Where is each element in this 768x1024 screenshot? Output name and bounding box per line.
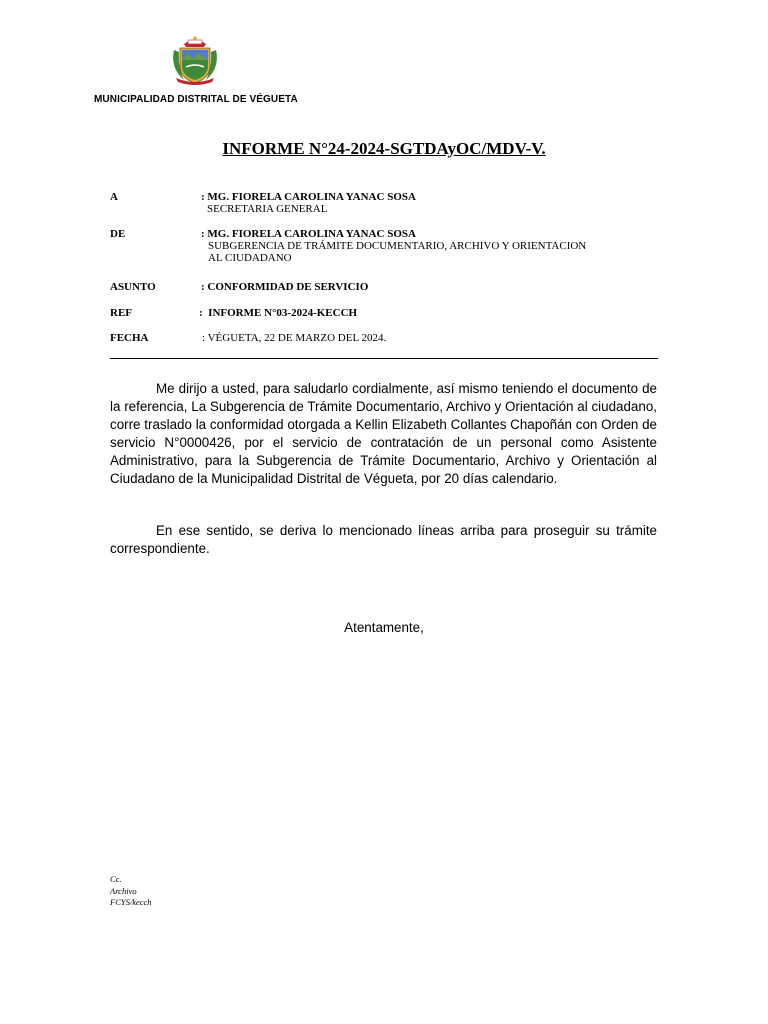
cc-archive: Archivo (110, 885, 137, 896)
field-de-label: DE (110, 228, 126, 240)
municipal-coat-of-arms-icon (164, 34, 226, 86)
field-ref-label: REF (110, 307, 132, 319)
body-paragraph-1-text: Me dirijo a usted, para saludarlo cordialmente, así mismo teniendo el documento de la referencia, La Subgerencia de Trámite Documentario, Archivo y Orientación al ciudadano, corre traslado la conformidad otorgada a Kellin Elizabeth Collantes Chapoñán con Orden de servicio N°0000426, por el servicio de contratación de un personal como Asistente Administrativo, para la Subgerencia de Trámite Documentario, Archivo y Orientación al Ciudadano de la Municipalidad Distrital de Végueta, por 20 días calendario. (110, 381, 657, 486)
body-paragraph-2-text: En ese sentido, se deriva lo mencionado líneas arriba para proseguir su trámite correspondiente. (110, 523, 657, 556)
field-de-office: SUBGERENCIA DE TRÁMITE DOCUMENTARIO, ARCHIVO Y ORIENTACION (208, 240, 587, 252)
municipality-name: MUNICIPALIDAD DISTRITAL DE VÉGUETA (94, 94, 298, 105)
field-fecha-value: : VÉGUETA, 22 DE MARZO DEL 2024. (202, 332, 387, 344)
field-a-value: : MG. FIORELA CAROLINA YANAC SOSA (201, 191, 416, 203)
closing-salutation: Atentamente, (344, 620, 424, 635)
field-fecha-label: FECHA (110, 332, 149, 344)
field-asunto-value: : CONFORMIDAD DE SERVICIO (201, 281, 369, 293)
field-a-position: SECRETARIA GENERAL (207, 203, 328, 215)
field-ref-value: : INFORME N°03-2024-KECCH (199, 307, 358, 319)
body-paragraph-2 (110, 522, 657, 558)
cc-block (110, 874, 152, 909)
cc-initials: FCYS/kecch (110, 897, 152, 907)
body-paragraph-1 (110, 380, 657, 488)
cc-label: Cc. (110, 874, 122, 884)
header-divider (110, 358, 658, 359)
report-title (0, 139, 768, 159)
field-de-value: : MG. FIORELA CAROLINA YANAC SOSA (201, 228, 416, 240)
field-asunto-label: ASUNTO (110, 281, 156, 293)
report-title-text: INFORME N°24-2024-SGTDAyOC/MDV-V. (222, 139, 546, 158)
field-a-label: A (110, 191, 118, 203)
field-de-office-cont: AL CIUDADANO (208, 252, 292, 264)
